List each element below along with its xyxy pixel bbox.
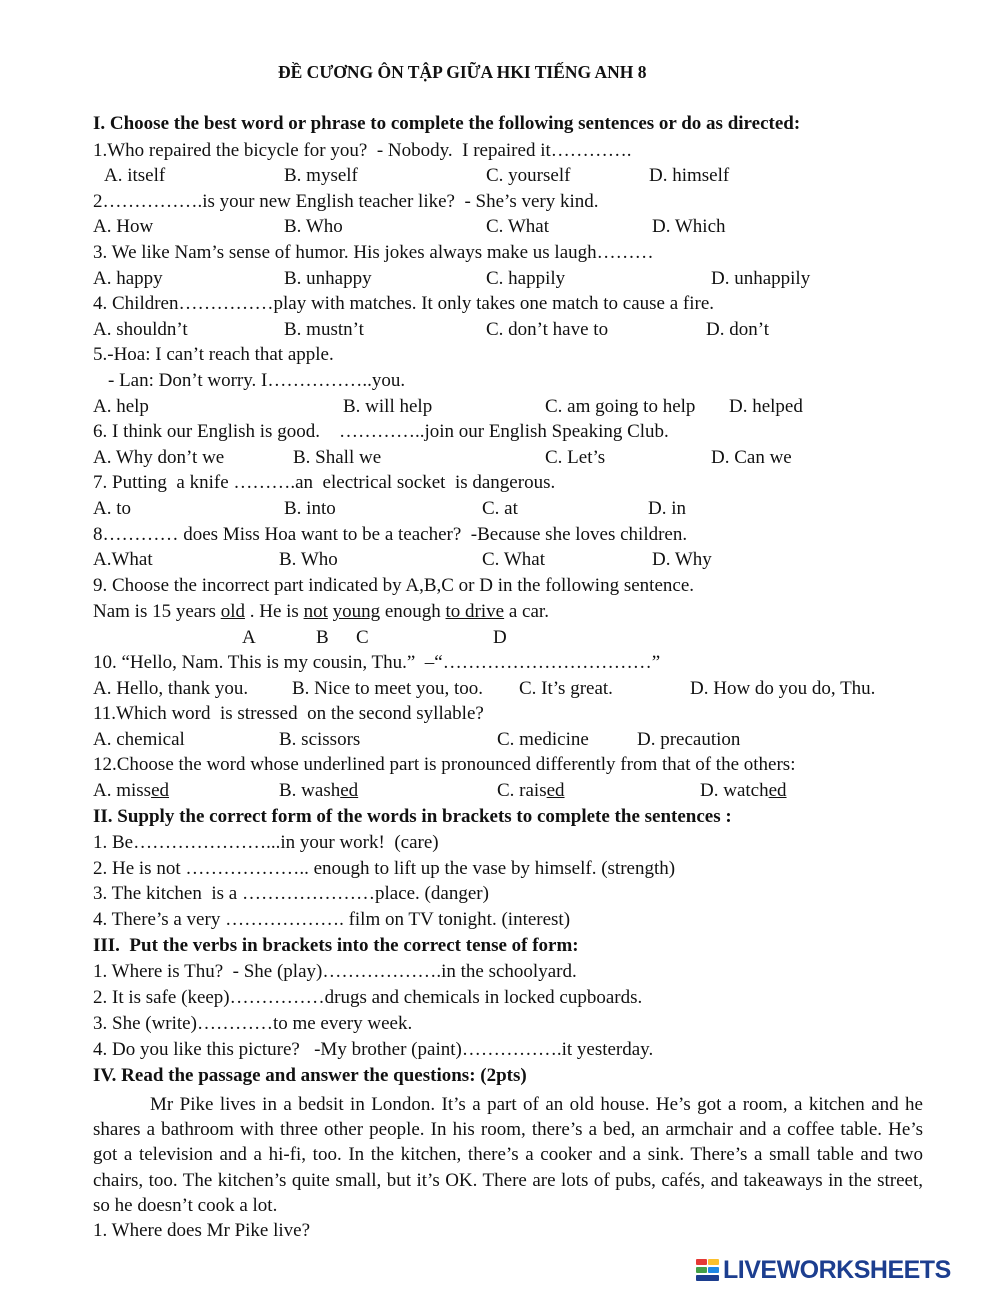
q3-option-b[interactable]: B. unhappy bbox=[284, 268, 372, 289]
q9-text-5: a car. bbox=[504, 601, 549, 622]
q1-option-a[interactable]: A. itself bbox=[104, 165, 166, 186]
q12-option-b-underlined: ed bbox=[340, 780, 359, 801]
q12-option-a-underlined: ed bbox=[151, 780, 170, 801]
section-1-heading: I. Choose the best word or phrase to complete the following sentences or do as directed: bbox=[93, 113, 801, 134]
q9-text-1: Nam is 15 years bbox=[93, 601, 221, 622]
q9-label-d: D bbox=[493, 627, 507, 648]
q4-option-a[interactable]: A. shouldn’t bbox=[93, 319, 188, 340]
q1-option-b[interactable]: B. myself bbox=[284, 165, 358, 186]
q12-option-c-underlined: ed bbox=[546, 780, 565, 801]
q4-option-d[interactable]: D. don’t bbox=[706, 319, 769, 340]
reading-passage: Mr Pike lives in a bedsit in London. It’s a part of an old house. He’s got a room, a kitchen and he shares a bathroom with three other people. In his room, there’s a bed, an armchair and a coffee table. He’s got a television and a hi-fi, too. In the kitchen, there’s a cooker and a sink. There’s a small table and two chairs, too. The kitchen’s quite small, but it’s OK. There are lots of pubs, cafés, and takeaways in the street, so he doesn’t cook a lot. bbox=[93, 1094, 923, 1216]
q2-option-a[interactable]: A. How bbox=[93, 216, 154, 237]
logo-bar-yellow bbox=[708, 1259, 719, 1265]
q7-option-b[interactable]: B. into bbox=[284, 498, 336, 519]
q2-stem: 2…………….is your new English teacher like? - She’s very kind. bbox=[93, 191, 599, 212]
q8-option-c[interactable]: C. What bbox=[482, 549, 545, 570]
q8-option-d[interactable]: D. Why bbox=[652, 549, 712, 570]
section-3-item-3: 3. She (write)…………to me every week. bbox=[93, 1013, 413, 1034]
q3-option-a[interactable]: A. happy bbox=[93, 268, 163, 289]
q11-option-c[interactable]: C. medicine bbox=[497, 729, 589, 750]
q6-option-c[interactable]: C. Let’s bbox=[545, 447, 606, 468]
q4-option-c[interactable]: C. don’t have to bbox=[486, 319, 609, 340]
q4-option-b[interactable]: B. mustn’t bbox=[284, 319, 364, 340]
q10-option-d[interactable]: D. How do you do, Thu. bbox=[690, 678, 876, 699]
q7-option-a[interactable]: A. to bbox=[93, 498, 131, 519]
section-2-item-3: 3. The kitchen is a …………………place. (danger) bbox=[93, 883, 489, 904]
q12-option-d[interactable] bbox=[700, 779, 787, 803]
q3-stem: 3. We like Nam’s sense of humor. His jokes always make us laugh……… bbox=[93, 242, 654, 263]
section-3-item-4: 4. Do you like this picture? -My brother (paint)…………….it yesterday. bbox=[93, 1039, 654, 1060]
q11-stem: 11.Which word is stressed on the second syllable? bbox=[93, 703, 484, 724]
q10-option-c[interactable]: C. It’s great. bbox=[519, 678, 613, 699]
q12-option-a-text: A. miss bbox=[93, 780, 152, 801]
q3-option-d[interactable]: D. unhappily bbox=[711, 268, 811, 289]
q1-stem: 1.Who repaired the bicycle for you? - Nobody. I repaired it…………. bbox=[93, 140, 632, 161]
section-3-item-2: 2. It is safe (keep)……………drugs and chemicals in locked cupboards. bbox=[93, 987, 643, 1008]
section-4-heading: IV. Read the passage and answer the questions: (2pts) bbox=[93, 1065, 527, 1086]
q10-option-b[interactable]: B. Nice to meet you, too. bbox=[292, 678, 484, 699]
q1-option-c[interactable]: C. yourself bbox=[486, 165, 571, 186]
q9-label-a: A bbox=[242, 627, 256, 648]
logo-bar-blue bbox=[708, 1267, 719, 1273]
q2-option-d[interactable]: D. Which bbox=[652, 216, 726, 237]
q5-option-b[interactable]: B. will help bbox=[343, 396, 433, 417]
q12-option-a[interactable] bbox=[93, 779, 169, 803]
q9-label-b: B bbox=[316, 627, 329, 648]
q9-part-b[interactable]: not bbox=[303, 601, 328, 622]
q12-option-b[interactable] bbox=[279, 779, 358, 803]
section-3-heading: III. Put the verbs in brackets into the correct tense of form: bbox=[93, 935, 579, 956]
q11-option-a[interactable]: A. chemical bbox=[93, 729, 185, 750]
q7-option-d[interactable]: D. in bbox=[648, 498, 686, 519]
q9-text-2: . He is bbox=[244, 601, 304, 622]
section-2-item-2: 2. He is not ……………….. enough to lift up the vase by himself. (strength) bbox=[93, 858, 676, 879]
q4-stem: 4. Children……………play with matches. It only takes one match to cause a fire. bbox=[93, 293, 715, 314]
q11-option-d[interactable]: D. precaution bbox=[637, 729, 741, 750]
q5-stem-2: - Lan: Don’t worry. I……………..you. bbox=[108, 370, 406, 391]
liveworksheets-wordmark: LIVEWORKSHEETS bbox=[723, 1255, 951, 1284]
q2-option-b[interactable]: B. Who bbox=[284, 216, 343, 237]
q3-option-c[interactable]: C. happily bbox=[486, 268, 566, 289]
q5-stem: 5.-Hoa: I can’t reach that apple. bbox=[93, 344, 334, 365]
page-title: ĐỀ CƯƠNG ÔN TẬP GIỮA HKI TIẾNG ANH 8 bbox=[278, 62, 647, 82]
q2-option-c[interactable]: C. What bbox=[486, 216, 549, 237]
q9-label-c: C bbox=[356, 627, 369, 648]
q6-option-a[interactable]: A. Why don’t we bbox=[93, 447, 225, 468]
logo-bar-red bbox=[696, 1259, 707, 1265]
q12-stem: 12.Choose the word whose underlined part is pronounced differently from that of the others: bbox=[93, 754, 796, 775]
q6-option-d[interactable]: D. Can we bbox=[711, 447, 792, 468]
q12-option-d-text: D. watch bbox=[700, 780, 769, 801]
q1-option-d[interactable]: D. himself bbox=[649, 165, 730, 186]
q6-option-b[interactable]: B. Shall we bbox=[293, 447, 382, 468]
section-4-question-1: 1. Where does Mr Pike live? bbox=[93, 1220, 311, 1241]
q9-part-c[interactable]: young bbox=[332, 601, 381, 622]
q5-option-c[interactable]: C. am going to help bbox=[545, 396, 696, 417]
q6-stem: 6. I think our English is good. …………..join our English Speaking Club. bbox=[93, 421, 669, 442]
q9-text-4: enough bbox=[380, 601, 446, 622]
q9-sentence bbox=[93, 600, 549, 624]
liveworksheets-icon bbox=[696, 1257, 720, 1283]
q5-option-a[interactable]: A. help bbox=[93, 396, 149, 417]
section-2-item-4: 4. There’s a very ………………. film on TV tonight. (interest) bbox=[93, 909, 571, 930]
liveworksheets-logo bbox=[696, 1255, 996, 1285]
q10-option-a[interactable]: A. Hello, thank you. bbox=[93, 678, 249, 699]
q7-stem: 7. Putting a knife ……….an electrical socket is dangerous. bbox=[93, 472, 556, 493]
q12-option-b-text: B. wash bbox=[279, 780, 341, 801]
q9-part-d[interactable]: to drive bbox=[445, 601, 505, 622]
q9-part-a[interactable]: old bbox=[220, 601, 245, 622]
q12-option-d-underlined: ed bbox=[768, 780, 787, 801]
section-2-heading: II. Supply the correct form of the words in brackets to complete the sentences : bbox=[93, 806, 732, 827]
q8-option-a[interactable]: A.What bbox=[93, 549, 153, 570]
q9-stem: 9. Choose the incorrect part indicated by A,B,C or D in the following sentence. bbox=[93, 575, 694, 596]
q7-option-c[interactable]: C. at bbox=[482, 498, 518, 519]
q12-option-c[interactable] bbox=[497, 779, 565, 803]
logo-bar-navy bbox=[696, 1275, 719, 1281]
section-2-item-1: 1. Be…………………...in your work! (care) bbox=[93, 832, 439, 853]
q8-option-b[interactable]: B. Who bbox=[279, 549, 338, 570]
q8-stem: 8………… does Miss Hoa want to be a teacher? -Because she loves children. bbox=[93, 524, 688, 545]
section-3-item-1: 1. Where is Thu? - She (play)……………….in the schoolyard. bbox=[93, 961, 577, 982]
q12-option-c-text: C. rais bbox=[497, 780, 547, 801]
q11-option-b[interactable]: B. scissors bbox=[279, 729, 361, 750]
logo-bar-green bbox=[696, 1267, 707, 1273]
q10-stem: 10. “Hello, Nam. This is my cousin, Thu.” –“……………………………” bbox=[93, 652, 661, 673]
q5-option-d[interactable]: D. helped bbox=[729, 396, 803, 417]
